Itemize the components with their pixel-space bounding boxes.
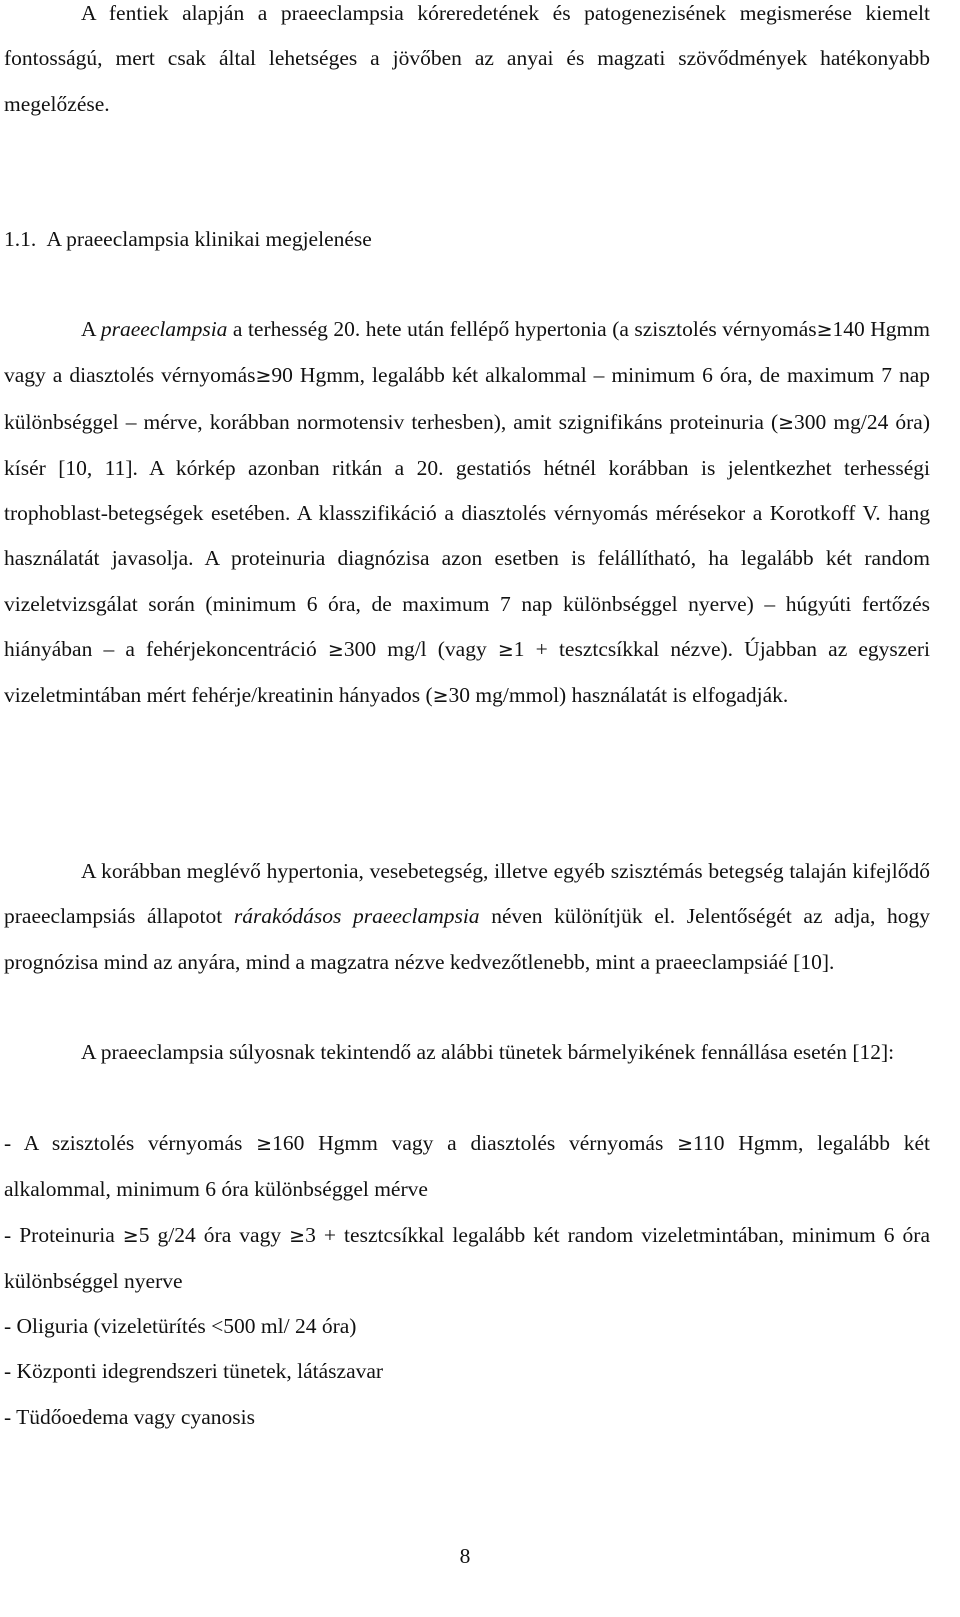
paragraph-definition [4, 307, 930, 720]
list-item: - Oliguria (vizeletürítés <500 ml/ 24 óra) [4, 1314, 357, 1339]
paragraph-severe-criteria: A praeeclampsia súlyosnak tekintendő az alábbi tünetek bármelyikének fennállása esetén [12]: [81, 1040, 895, 1064]
text-run: A [81, 317, 101, 341]
ge-symbol: ≥ [256, 1133, 273, 1155]
section-title: A praeeclampsia klinikai megjelenése [46, 227, 372, 251]
severe-criteria-list [4, 1121, 930, 1440]
text-run: 1 + tesztcsíkkal nézve). Újabban az egyszeri vizeletmintában mért fehérje/kreatinin hányados ( [4, 637, 931, 708]
page-number: 8 [459, 1544, 471, 1568]
list-item: - Tüdőoedema vagy cyanosis [4, 1404, 255, 1429]
italic-term: rárakódásos praeeclampsia [233, 904, 480, 929]
ge-symbol: ≥ [778, 411, 795, 434]
text-run: - A szisztolés vérnyomás [4, 1131, 257, 1155]
ge-symbol: ≥ [289, 1224, 306, 1247]
text-run: 90 Hgmm, legalább két alkalommal – minimum 6 óra, de maximum 7 nap különbséggel – mérve, korábban normotensiv terhesben), amit szignifikáns proteinuria ( [4, 363, 930, 434]
text-run: 30 mg/mmol) használatát is elfogadják. [448, 683, 789, 708]
ge-symbol: ≥ [432, 685, 449, 708]
list-item [4, 1121, 930, 1213]
ge-symbol: ≥ [122, 1224, 139, 1247]
list-item: - Központi idegrendszeri tünetek, látászavar [4, 1359, 384, 1384]
text-run: 300 mg/24 óra) kísér [10, 11]. A kórkép azonban ritkán a 20. gestatiós hétnél korábban is jelentkezhet terhességi trophoblast-betegségek esetében. A klasszifikáció a diasztolés vérnyomás mérésekor a Korotkoff V. hang használatát javasolja. A proteinuria diagnózisa azon esetben is felállítható, ha legalább két random vizeletvizsgálat során (minimum 6 óra, de maximum 7 nap különbséggel nyerve) – húgyúti fertőzés hiányában – a fehérjekoncentráció [4, 409, 930, 662]
text-run: 300 mg/l (vagy [343, 637, 498, 662]
text-run: 140 Hgmm vagy a diasztolés vérnyomás [4, 317, 930, 388]
list-item [4, 1213, 930, 1305]
ge-symbol: ≥ [677, 1133, 694, 1155]
text-run: a terhesség 20. hete után fellépő hypertonia (a szisztolés vérnyomás [227, 317, 817, 341]
text-run: 3 + tesztcsíkkal legalább két random vizeletmintában, minimum 6 óra különbséggel nyerve [4, 1222, 930, 1293]
text-run: néven különítjük el. Jelentőségét az adja, hogy prognózisa mind az anyára, mind a magzatra nézve kedvezőtlenebb, mint a praeeclampsiáé [10]. [4, 904, 930, 974]
text-run: 5 g/24 óra vagy [138, 1222, 290, 1247]
ge-symbol: ≥ [816, 319, 833, 341]
intro-paragraph: A fentiek alapján a praeeclampsia kóreredetének és patogenezisének megismerése kiemelt fontosságú, mert csak által lehetséges a jövőben az anyai és magzati szövődmények hatékonyabb megelőzése. [4, 1, 930, 116]
italic-term: praeeclampsia [100, 317, 228, 341]
text-run: 160 Hgmm vagy a diasztolés vérnyomás [272, 1131, 678, 1155]
section-number: 1.1. [4, 227, 37, 251]
ge-symbol: ≥ [327, 639, 344, 662]
text-run: - Proteinuria [4, 1222, 123, 1247]
text-run: A korábban meglévő hypertonia, vesebetegség, illetve egyéb szisztémás betegség talaján kifejlődő praeeclampsiás állapotot [4, 859, 930, 929]
text-run: 110 Hgmm, legalább két alkalommal, minimum 6 óra különbséggel mérve [4, 1131, 930, 1202]
section-heading [4, 217, 372, 262]
paragraph-superimposed [4, 849, 930, 985]
ge-symbol: ≥ [497, 639, 514, 662]
ge-symbol: ≥ [255, 365, 272, 388]
